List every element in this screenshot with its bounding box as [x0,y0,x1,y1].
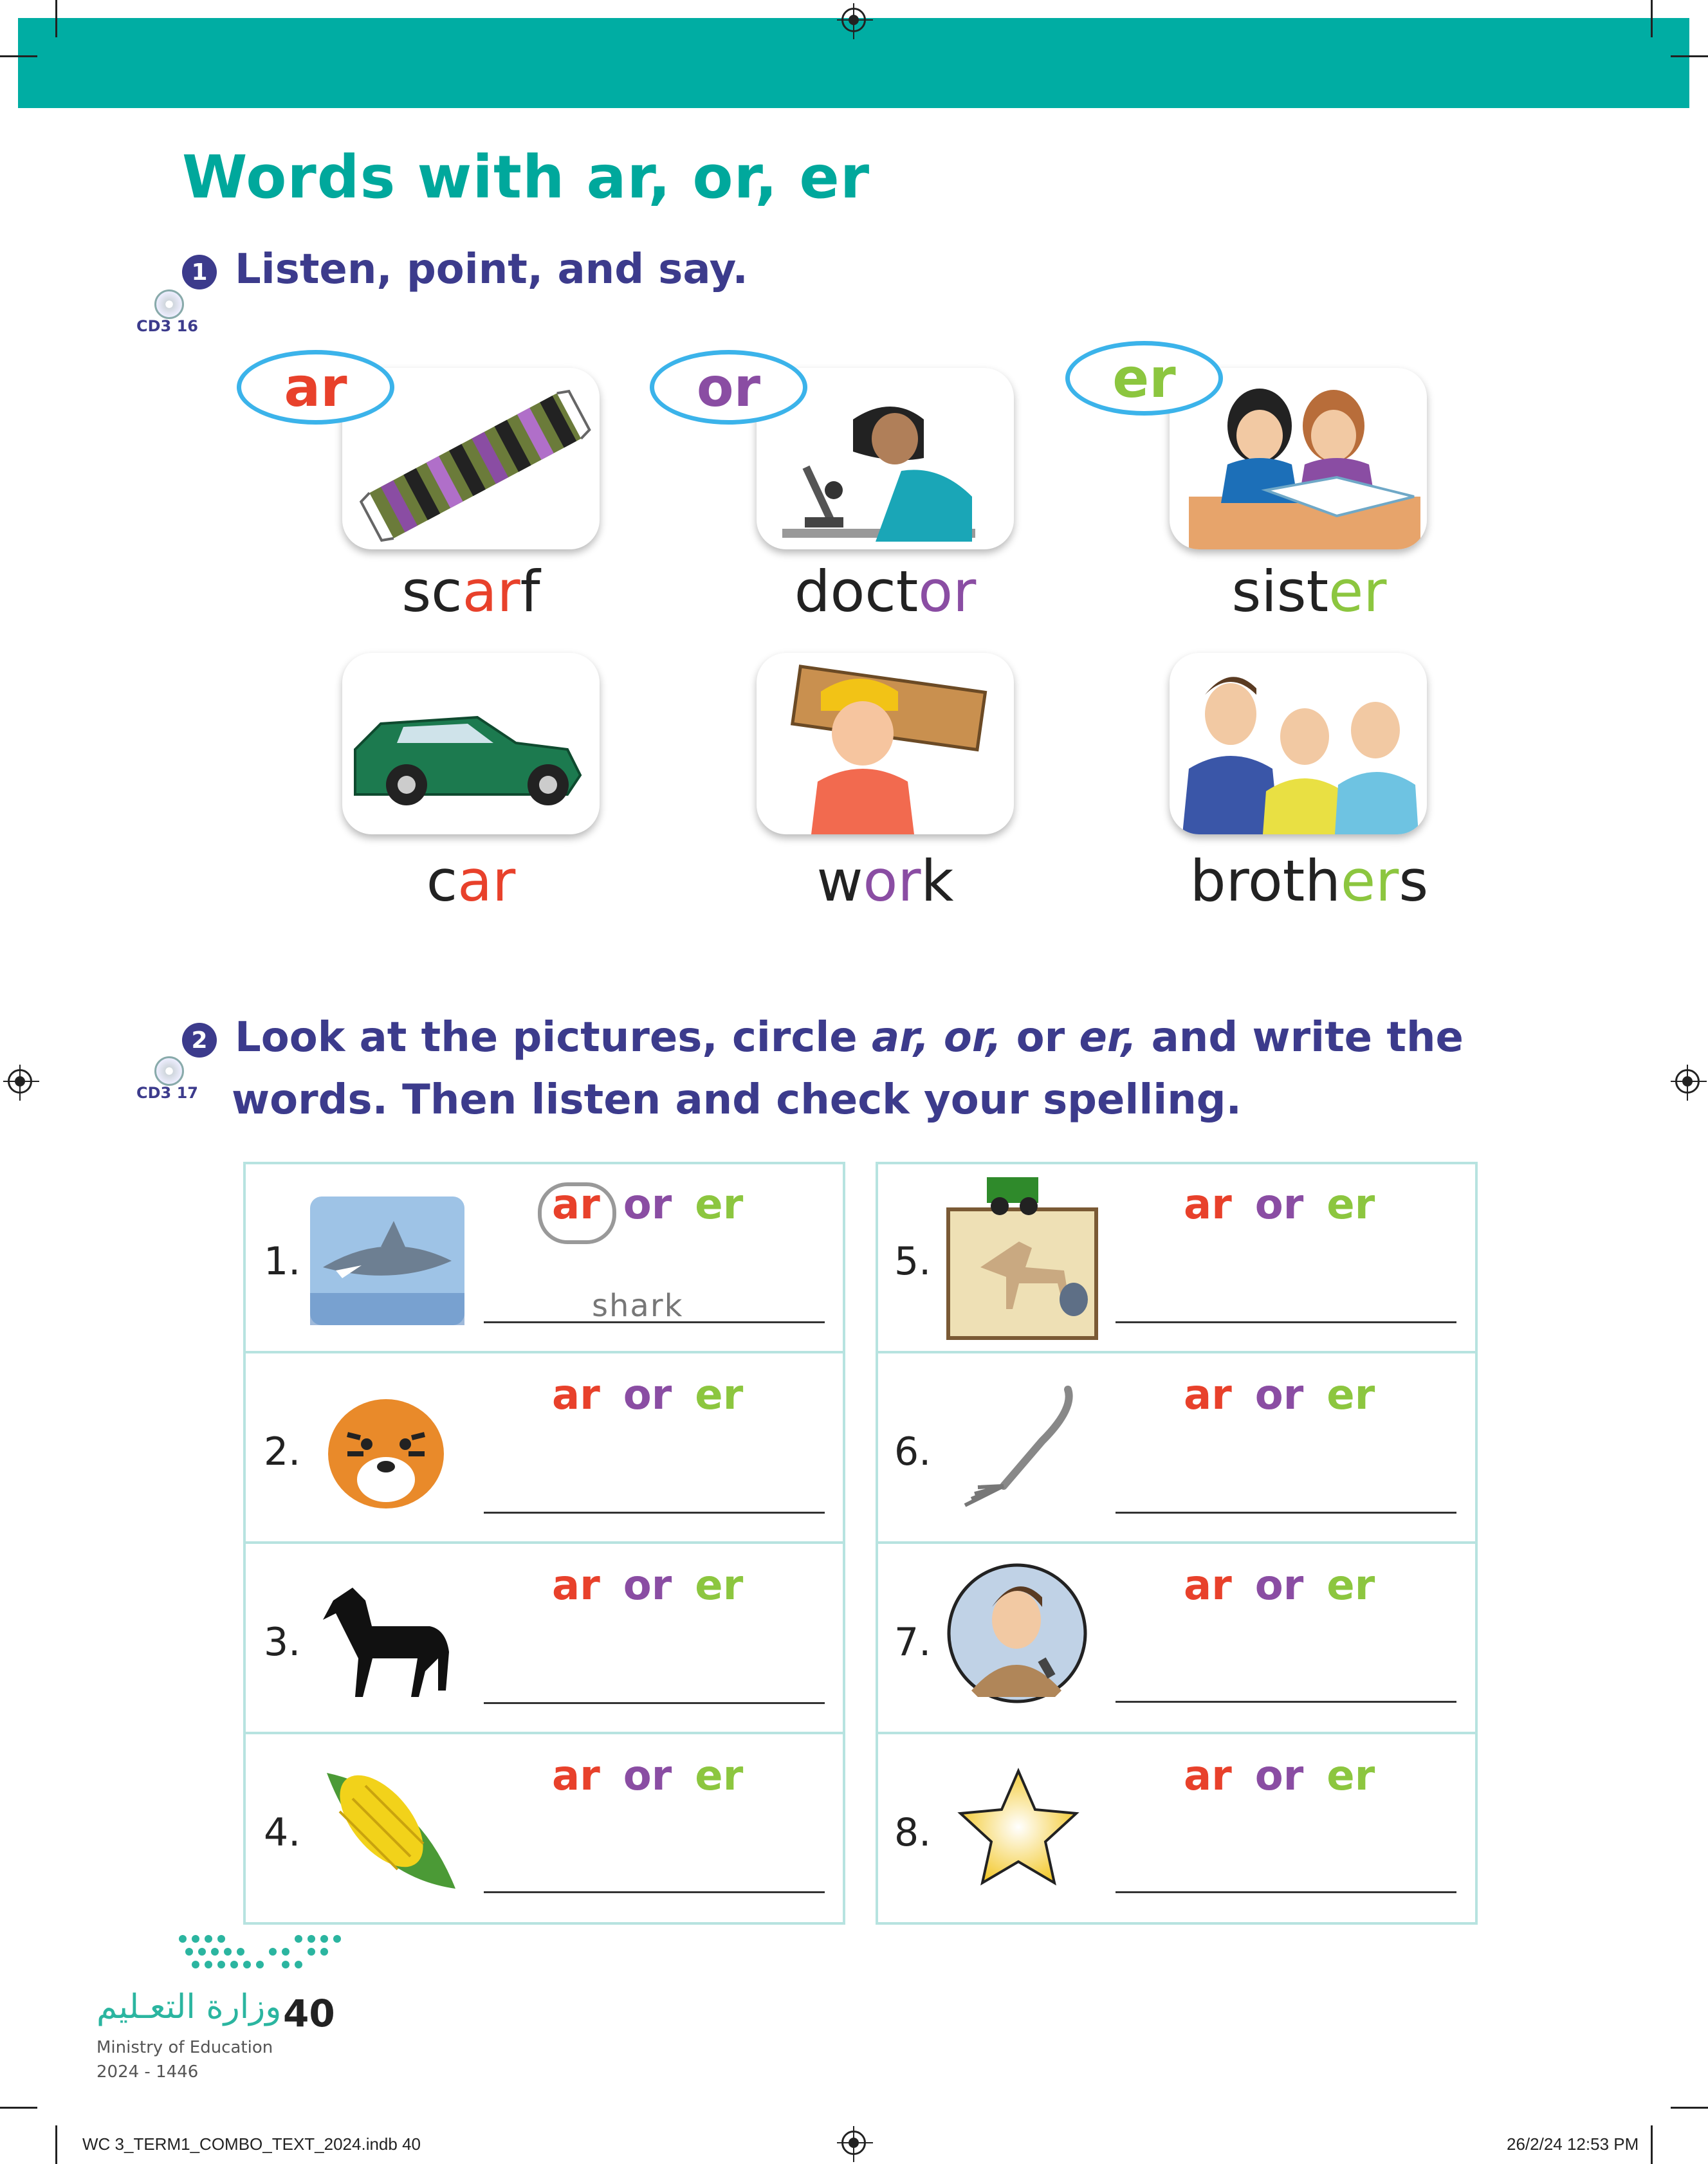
item-number: 7. [894,1620,932,1665]
reporter-image [946,1562,1088,1705]
page-number: 40 [283,1992,335,2035]
answer-line[interactable] [484,1512,825,1514]
answer-line[interactable] [484,1702,825,1704]
ministry-logo-icon [176,1932,344,1984]
choice-or[interactable]: or [1254,1371,1304,1419]
crop-mark [1651,2125,1653,2164]
word-sister: sister [1231,558,1387,625]
choice-er[interactable]: er [1327,1562,1375,1609]
fork-image [952,1383,1081,1512]
item-number: 6. [894,1429,932,1474]
choice-ar[interactable]: ar [1184,1562,1232,1609]
cd-icon [154,289,184,319]
choice-ar[interactable]: ar [1184,1752,1232,1800]
bubble-or: or [650,350,807,425]
choice-er[interactable]: er [1327,1752,1375,1800]
brothers-image [1170,653,1427,834]
work-image [757,653,1014,834]
exercise-instruction-line2: words. Then listen and check your spelling. [232,1076,1242,1124]
answer-line[interactable] [484,1891,825,1893]
crop-mark [1651,0,1653,37]
registration-mark-icon [8,1069,32,1094]
item-number: 5. [894,1239,932,1284]
answer-line[interactable] [1116,1891,1456,1893]
choice-er[interactable]: er [1327,1371,1375,1419]
choice-ar[interactable]: ar [552,1371,600,1419]
row-divider [243,1351,845,1353]
item-number: 4. [264,1810,301,1855]
car-image [342,653,600,834]
cd-track-label: CD3 16 [136,317,198,335]
row-divider [243,1732,845,1734]
registration-mark-icon [841,2131,866,2155]
choice-or[interactable]: or [623,1371,672,1419]
choice-er[interactable]: er [1327,1181,1375,1229]
choice-ar[interactable]: ar [1184,1181,1232,1229]
row-divider [876,1732,1478,1734]
answer-line[interactable] [1116,1701,1456,1703]
item-number: 8. [894,1810,932,1855]
word-scarf: scarf [401,558,540,625]
row-divider [876,1541,1478,1544]
horse-image [314,1581,455,1697]
ministry-name-english: Ministry of Education [96,2038,273,2057]
crop-mark [1671,55,1708,57]
crop-mark [0,55,37,57]
choice-set [1184,1181,1398,1229]
crop-mark [55,2125,57,2164]
choice-er[interactable]: er [695,1752,744,1800]
exercise-instruction: Listen, point, and say. [235,246,748,293]
choice-set [552,1181,766,1229]
exercise-number-badge: 2 [182,1023,217,1058]
answer-line[interactable] [1116,1321,1456,1323]
word-car: car [426,848,516,914]
print-file-slug: WC 3_TERM1_COMBO_TEXT_2024.indb 40 [82,2134,421,2154]
exercise-instruction-line1: Look at the pictures, circle ar, or, or er, and write the [235,1014,1464,1061]
choice-set [552,1752,766,1800]
word-doctor: doctor [794,558,977,625]
tiger-image [322,1389,450,1518]
choice-ar[interactable]: ar [552,1181,600,1229]
choice-set [1184,1562,1398,1609]
answer-line[interactable] [484,1321,825,1323]
shark-image [310,1197,464,1325]
word-work: work [816,848,954,914]
farm-image [942,1171,1103,1344]
print-date-slug: 26/2/24 12:53 PM [1507,2134,1639,2154]
choice-ar[interactable]: ar [1184,1371,1232,1419]
crop-mark [55,0,57,37]
cd-track-label: CD3 17 [136,1084,198,1102]
corn-image [314,1760,462,1895]
page-title: Words with ar, or, er [182,143,870,212]
choice-er[interactable]: er [695,1181,744,1229]
year-label: 2024 - 1446 [96,2062,199,2082]
choice-ar[interactable]: ar [552,1752,600,1800]
cd-icon [154,1056,184,1086]
item-number: 3. [264,1620,301,1665]
ministry-name-arabic: وزارة التعـليم [96,1988,282,2026]
bubble-ar: ar [237,350,394,425]
crop-mark [0,2107,37,2109]
item-number: 2. [264,1429,301,1474]
choice-or[interactable]: or [1254,1181,1304,1229]
registration-mark-icon [1675,1069,1700,1094]
bubble-er: er [1065,341,1223,416]
choice-er[interactable]: er [695,1562,744,1609]
choice-er[interactable]: er [695,1371,744,1419]
word-brothers: brothers [1189,848,1429,914]
card-brothers [1170,653,1427,834]
crop-mark [1671,2107,1708,2109]
choice-set [1184,1371,1398,1419]
choice-or[interactable]: or [1254,1752,1304,1800]
item-number: 1. [264,1239,301,1284]
choice-set [552,1371,766,1419]
registration-mark-icon [841,8,866,32]
choice-or[interactable]: or [623,1752,672,1800]
star-image [957,1768,1079,1890]
choice-or[interactable]: or [1254,1562,1304,1609]
choice-or[interactable]: or [623,1562,672,1609]
choice-ar[interactable]: ar [552,1562,600,1609]
row-divider [243,1541,845,1544]
card-car [342,653,600,834]
choice-or[interactable]: or [623,1181,672,1229]
card-work [757,653,1014,834]
answer-line[interactable] [1116,1512,1456,1514]
row-divider [876,1351,1478,1353]
answer-example: shark [592,1288,684,1324]
exercise-number-badge: 1 [182,255,217,289]
choice-set [1184,1752,1398,1800]
choice-set [552,1562,766,1609]
